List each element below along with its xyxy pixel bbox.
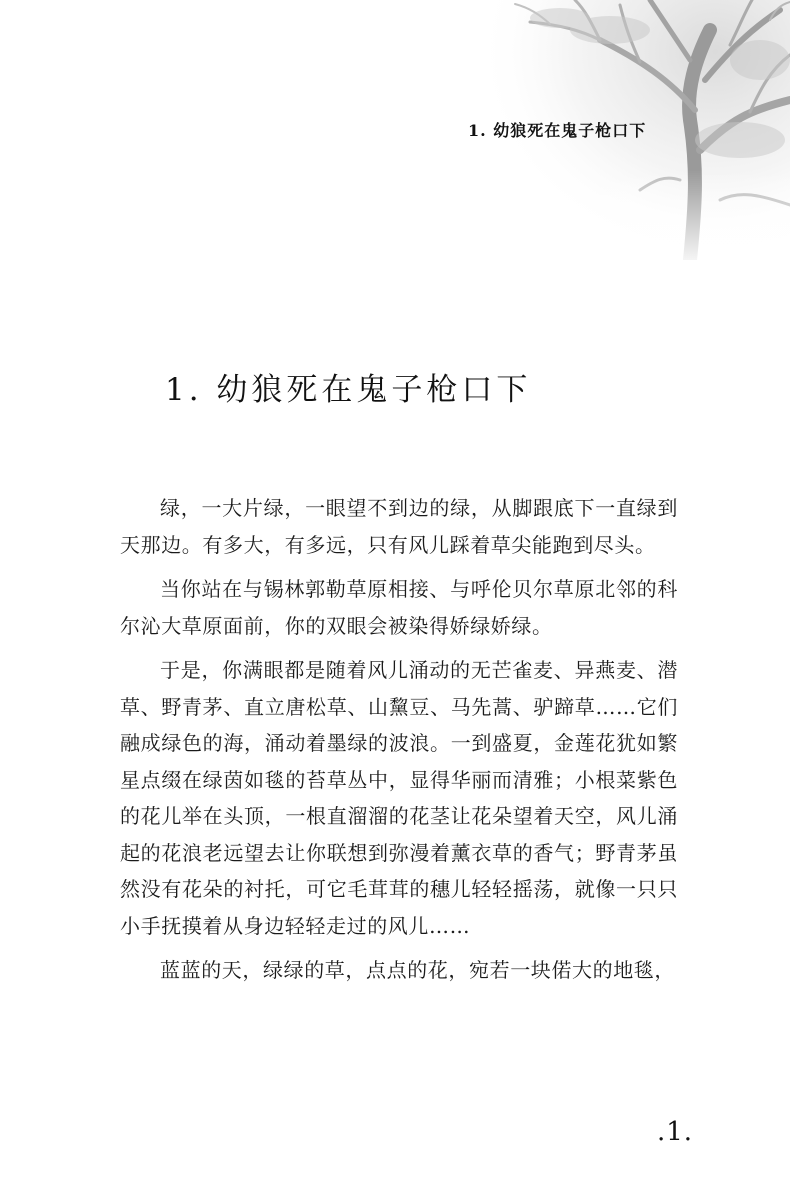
page-number: .1. [657, 1117, 694, 1147]
chapter-title: 1. 幼狼死在鬼子枪口下 [165, 372, 532, 408]
paragraph: 绿，一大片绿，一眼望不到边的绿，从脚跟底下一直绿到天那边。有多大，有多远，只有风儿踩着草尖能跑到尽头。 [120, 496, 678, 557]
paragraph: 蓝蓝的天，绿绿的草，点点的花，宛若一块偌大的地毯， [160, 958, 675, 982]
body-text [120, 490, 678, 989]
paragraph: 于是，你满眼都是随着风儿涌动的无芒雀麦、异燕麦、潜草、野青茅、直立唐松草、山黧豆、马先蒿、驴蹄草……它们融成绿色的海，涌动着墨绿的波浪。一到盛夏，金莲花犹如繁星点缀在绿茵如毯的苔草丛中，显得华丽而清雅；小根菜紫色的花儿举在头顶，一根直溜溜的花茎让花朵望着天空，风儿涌起的花浪老远望去让你联想到弥漫着薰衣草的香气；野青茅虽然没有花朵的衬托，可它毛茸茸的穗儿轻轻摇荡，就像一只只小手抚摸着从身边轻轻走过的风儿…… [120, 658, 678, 938]
paragraph: 当你站在与锡林郭勒草原相接、与呼伦贝尔草原北邻的科尔沁大草原面前，你的双眼会被染得娇绿娇绿。 [120, 577, 678, 638]
running-header: 1. 幼狼死在鬼子枪口下 [468, 121, 647, 140]
